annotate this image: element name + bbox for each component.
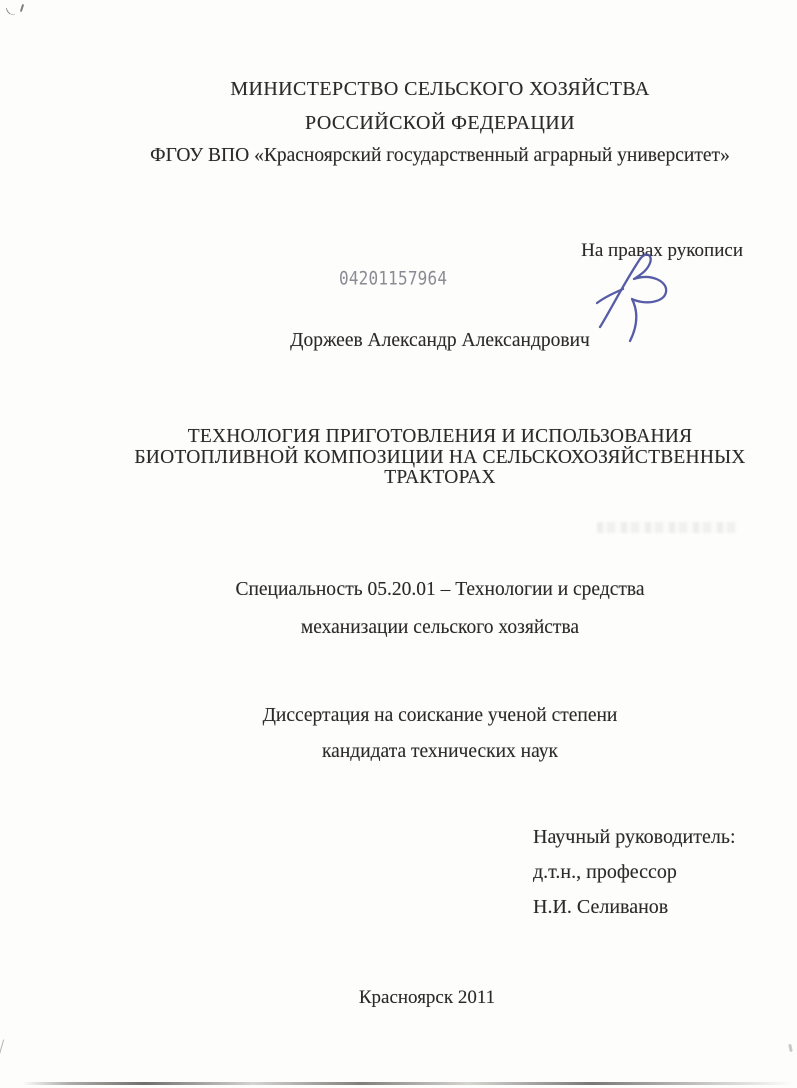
scan-artifact-ghost-text xyxy=(597,522,737,533)
manuscript-note: На правах рукописи xyxy=(581,240,743,261)
specialty-line-2: механизации сельского хозяйства xyxy=(300,617,580,638)
signature-stroke-up xyxy=(600,259,640,327)
supervisor-label: Научный руководитель: xyxy=(533,826,736,848)
scan-artifact-top-left xyxy=(6,6,15,17)
thesis-statement-line-1: Диссертация на соискание ученой степени xyxy=(262,705,618,726)
ministry-line-1: МИНИСТЕРСТВО СЕЛЬСКОГО ХОЗЯЙСТВА xyxy=(230,78,650,100)
city-year: Красноярск 2011 xyxy=(358,987,496,1008)
scan-artifact-right-edge xyxy=(788,1044,793,1052)
registration-number-stamp: 04201157964 xyxy=(339,266,448,290)
title-line-3: ТРАКТОРАХ xyxy=(384,467,496,488)
dissertation-title xyxy=(80,427,797,489)
supervisor-degree: д.т.н., профессор xyxy=(533,861,677,883)
thesis-statement-line-2: кандидата технических наук xyxy=(322,741,558,762)
title-line-1: ТЕХНОЛОГИЯ ПРИГОТОВЛЕНИЯ И ИСПОЛЬЗОВАНИЯ xyxy=(187,426,693,447)
scan-artifact-bottom-edge xyxy=(22,1082,792,1085)
specialty-line-1: Специальность 05.20.01 – Технологии и средства xyxy=(235,579,645,600)
university-name: ФГОУ ВПО «Красноярский государственный аграрный университет» xyxy=(150,145,730,166)
author-name: Доржеев Александр Александрович xyxy=(290,330,590,351)
ministry-line-2: РОССИЙСКОЙ ФЕДЕРАЦИИ xyxy=(305,112,575,134)
scan-artifact-left-edge xyxy=(0,1039,9,1055)
supervisor-name: Н.И. Селиванов xyxy=(533,896,669,918)
scan-artifact-top-left-2 xyxy=(20,4,24,12)
title-line-2: БИОТОПЛИВНОЙ КОМПОЗИЦИИ НА СЕЛЬСКОХОЗЯЙСТВЕННЫХ xyxy=(134,446,746,468)
signature-stroke-cross xyxy=(597,289,623,303)
supervisor-block xyxy=(533,820,736,925)
